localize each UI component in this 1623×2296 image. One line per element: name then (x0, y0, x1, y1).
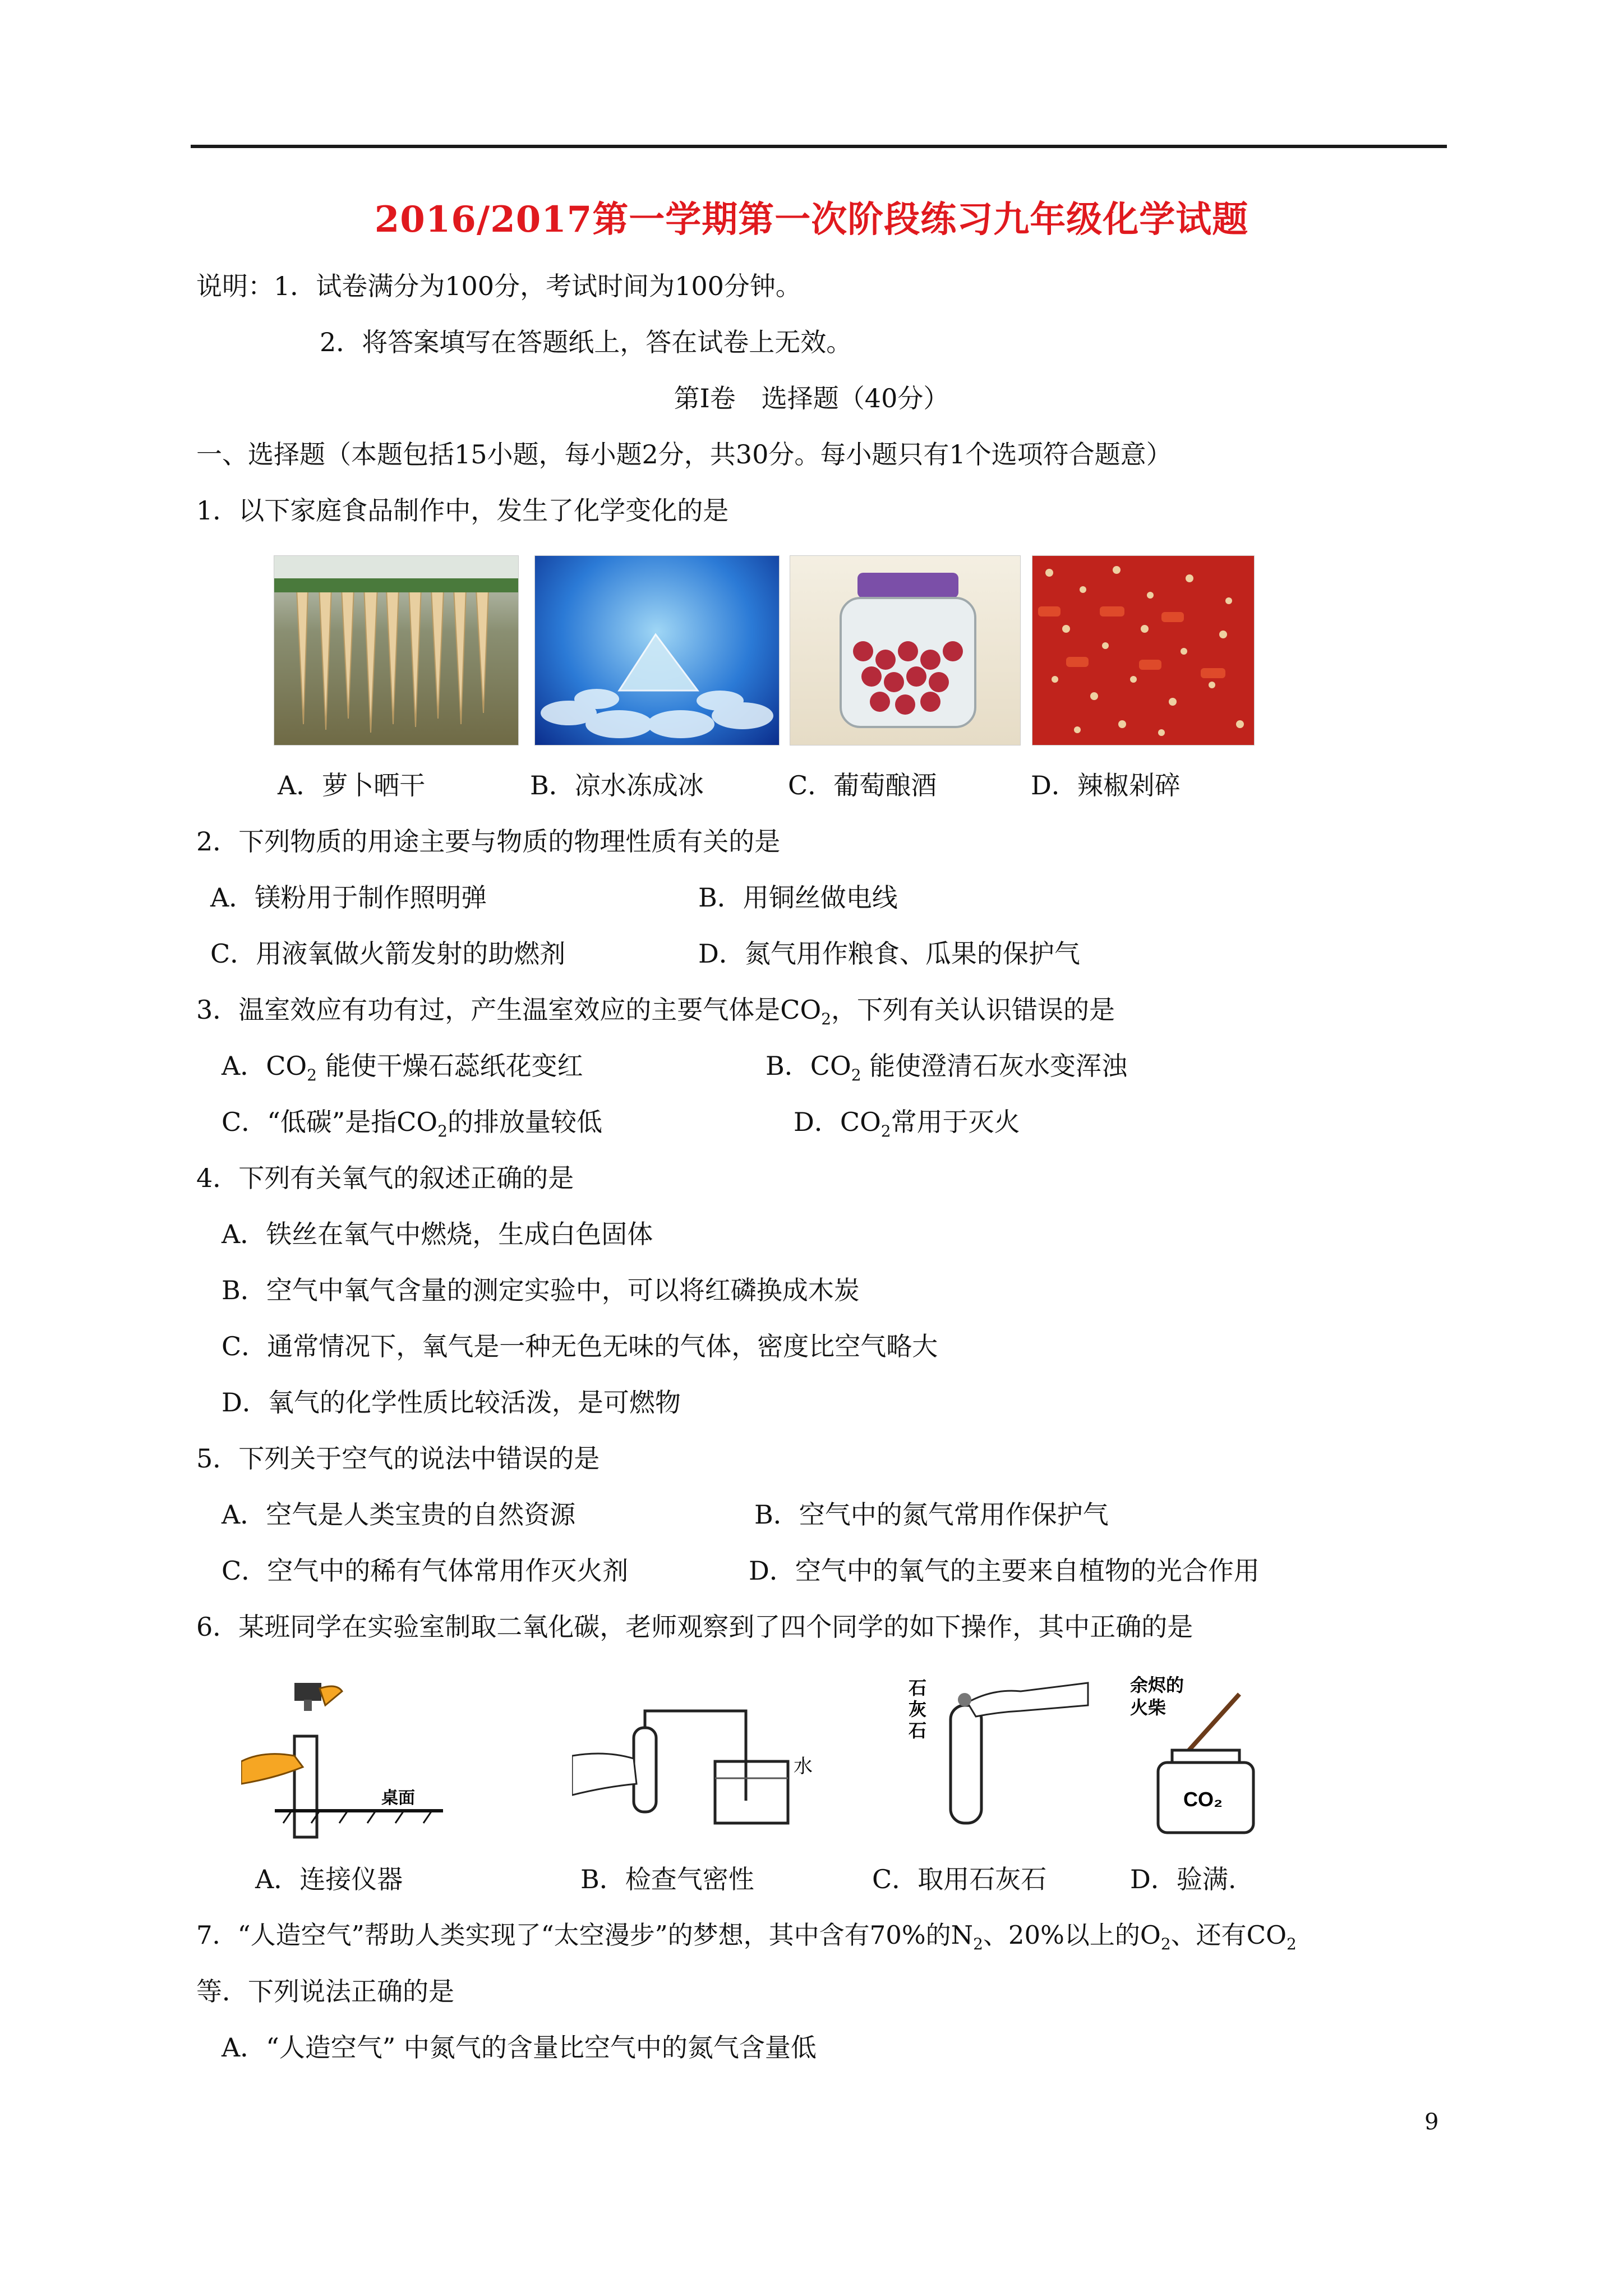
q1-option-a: A．萝卜晒干 (278, 770, 426, 800)
note-line-1: 说明：1．试卷满分为100分，考试时间为100分钟。 (196, 271, 801, 301)
connecting-apparatus-diagram (241, 1683, 454, 1846)
q4-option-b: B．空气中氧气含量的测定实验中，可以将红磷换成木炭 (222, 1275, 860, 1305)
q4-option-a: A．铁丝在氧气中燃烧，生成白色固体 (222, 1219, 653, 1249)
q5-stem: 5．下列关于空气的说法中错误的是 (196, 1443, 600, 1474)
q7-stem-line-2: 等．下列说法正确的是 (196, 1976, 454, 2007)
stone-label-2: 灰 (909, 1699, 927, 1719)
q1-option-b: B．凉水冻成冰 (530, 770, 704, 800)
q1-stem: 1．以下家庭食品制作中，发生了化学变化的是 (196, 495, 729, 526)
ember-label-1: 余烬的 (1130, 1675, 1184, 1695)
q3-option-c: C．“低碳”是指$CO_2$的排放量较低 (222, 1107, 602, 1141)
grape-wine-jar-image (790, 555, 1021, 746)
taking-limestone-diagram (909, 1672, 1094, 1834)
q4-option-d: D．氧气的化学性质比较活泼，是可燃物 (222, 1387, 681, 1418)
header-rule (191, 145, 1447, 148)
section-title: 第Ⅰ卷 选择题（40分） (674, 383, 949, 413)
radish-drying-image (274, 555, 519, 746)
q4-option-c: C．通常情况下，氧气是一种无色无味的气体，密度比空气略大 (222, 1331, 938, 1361)
q3-option-b: B．$CO_2$ 能使澄清石灰水变浑浊 (766, 1051, 1128, 1085)
co2-label: CO₂ (1183, 1788, 1223, 1811)
q6-option-c: C．取用石灰石 (872, 1864, 1047, 1894)
q4-stem: 4．下列有关氧气的叙述正确的是 (196, 1163, 574, 1193)
part-one-heading: 一、选择题（本题包括15小题，每小题2分，共30分。每小题只有1个选项符合题意） (196, 439, 1172, 470)
ember-label-2: 火柴 (1130, 1697, 1166, 1718)
q5-option-c: C．空气中的稀有气体常用作灭火剂 (222, 1556, 629, 1586)
page-number: 9 (1424, 2109, 1439, 2135)
q2-option-d: D．氮气用作粮食、瓜果的保护气 (698, 938, 1080, 969)
q1-option-c: C．葡萄酿酒 (788, 770, 937, 800)
q2-stem: 2．下列物质的用途主要与物质的物理性质有关的是 (196, 826, 781, 857)
ice-image (534, 555, 780, 746)
checking-full-diagram (1127, 1669, 1273, 1837)
q1-option-d: D．辣椒剁碎 (1031, 770, 1181, 800)
airtightness-diagram (572, 1688, 841, 1834)
q6-option-a: A．连接仪器 (255, 1864, 403, 1894)
q3-stem: 3．温室效应有功有过，产生温室效应的主要气体是$CO_2$，下列有关认识错误的是 (196, 995, 1115, 1029)
q6-option-b: B．检查气密性 (580, 1864, 754, 1894)
q3-option-a: A．$CO_2$ 能使干燥石蕊纸花变红 (222, 1051, 583, 1085)
stone-label-1: 石 (909, 1678, 927, 1698)
stone-label-3: 石 (909, 1720, 927, 1741)
desk-label: 桌面 (381, 1789, 415, 1807)
chopped-chili-image (1032, 555, 1255, 746)
q5-option-b: B．空气中的氮气常用作保护气 (754, 1499, 1109, 1530)
q5-option-a: A．空气是人类宝贵的自然资源 (222, 1499, 576, 1530)
q7-stem-line-1: 7．“人造空气”帮助人类实现了“太空漫步”的梦想，其中含有70%的$N_2$、20%以上的$O_2$、还有$CO_2$ (196, 1920, 1297, 1953)
q6-stem: 6．某班同学在实验室制取二氧化碳，老师观察到了四个同学的如下操作，其中正确的是 (196, 1612, 1193, 1642)
water-label: 水 (794, 1756, 813, 1777)
q2-option-b: B．用铜丝做电线 (698, 882, 898, 913)
q2-option-c: C．用液氧做火箭发射的助燃剂 (210, 938, 566, 969)
page-title: 2016/2017第一学期第一次阶段练习九年级化学试题 (374, 199, 1249, 241)
q3-option-d: D．$CO_2$常用于灭火 (794, 1107, 1020, 1141)
note-line-2: 2．将答案填写在答题纸上，答在试卷上无效。 (320, 327, 852, 357)
q7-option-a: A．“人造空气” 中氮气的含量比空气中的氮气含量低 (222, 2032, 817, 2063)
q5-option-d: D．空气中的氧气的主要来自植物的光合作用 (749, 1556, 1260, 1586)
q2-option-a: A．镁粉用于制作照明弹 (210, 882, 487, 913)
q6-option-d: D．验满. (1130, 1864, 1237, 1894)
